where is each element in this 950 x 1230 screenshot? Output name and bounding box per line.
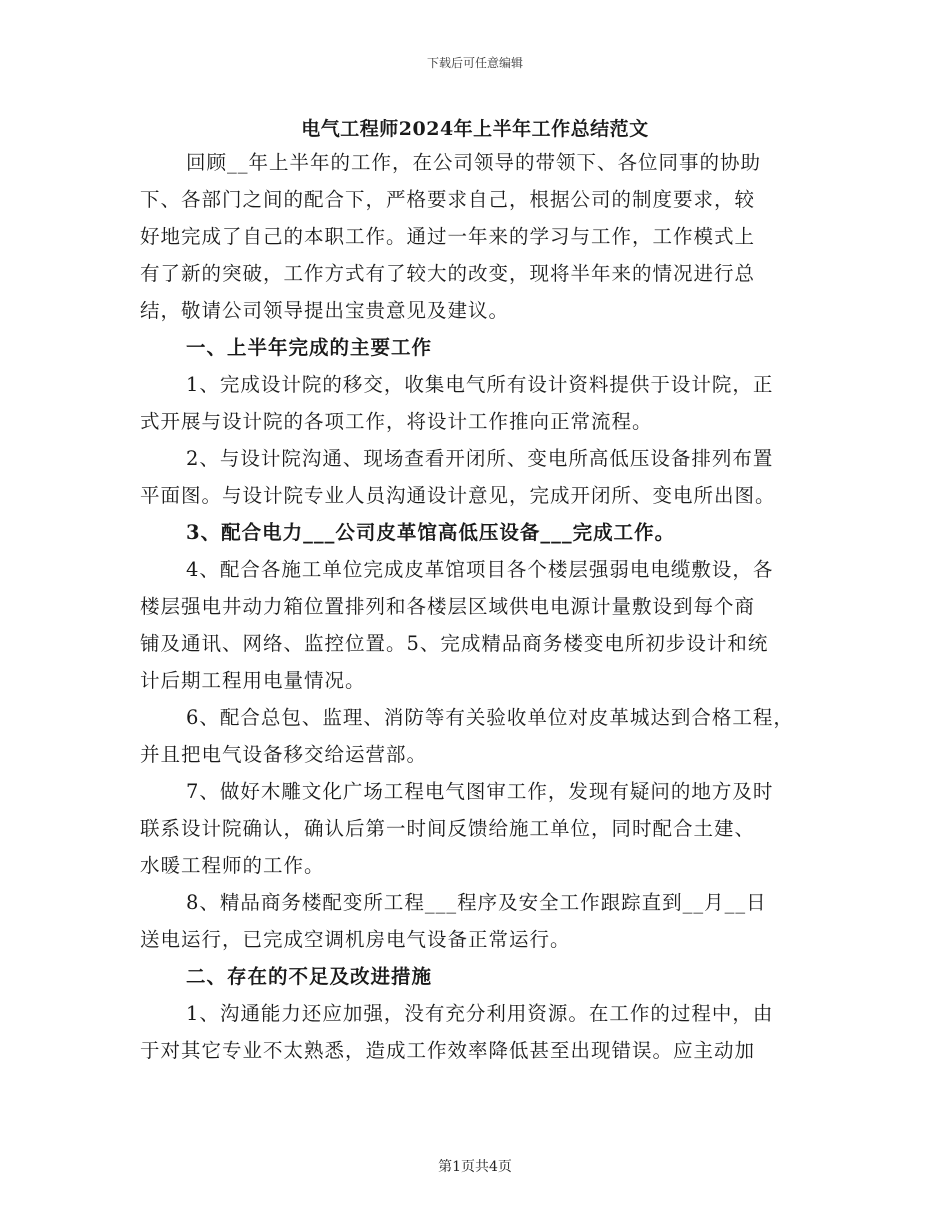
body-text-line: 结，敬请公司领导提出宝贵意见及建议。 [140, 299, 510, 322]
body-text-line: 好地完成了自己的本职工作。通过一年来的学习与工作，工作模式上 [140, 225, 756, 248]
document-body [140, 144, 820, 1069]
body-text-line: 有了新的突破，工作方式有了较大的改变，现将半年来的情况进行总 [140, 262, 756, 285]
body-text-line: 7、做好木雕文化广场工程电气图审工作，发现有疑问的地方及时 [186, 780, 774, 803]
body-text-line: 6、配合总包、监理、消防等有关验收单位对皮革城达到合格工程， [186, 706, 794, 729]
body-text-line: 下、各部门之间的配合下，严格要求自己，根据公司的制度要求，较 [140, 188, 756, 211]
body-text-line: 4、配合各施工单位完成皮革馆项目各个楼层强弱电电缆敷设，各 [186, 558, 774, 581]
section-heading-line: 二、存在的不足及改进措施 [186, 965, 433, 988]
body-text-line: 1、完成设计院的移交，收集电气所有设计资料提供于设计院，正 [186, 373, 774, 396]
body-text-line: 送电运行，已完成空调机房电气设备正常运行。 [140, 928, 571, 951]
body-text-line: 并且把电气设备移交给运营部。 [140, 743, 428, 766]
body-text-line: 2、与设计院沟通、现场查看开闭所、变电所高低压设备排列布置 [186, 447, 774, 470]
body-text-line: 联系设计院确认，确认后第一时间反馈给施工单位，同时配合土建、 [140, 817, 756, 840]
header-note: 下载后可任意编辑 [426, 56, 523, 70]
body-text-line: 铺及通讯、网络、监控位置。5、完成精品商务楼变电所初步设计和统 [140, 632, 769, 655]
body-text-line: 1、沟通能力还应加强，没有充分利用资源。在工作的过程中，由 [186, 1002, 774, 1025]
page-footer: 第1页共4页 [438, 1159, 512, 1175]
body-text-line: 楼层强电井动力箱位置排列和各楼层区域供电电源计量敷设到每个商 [140, 595, 756, 618]
body-text-line: 回顾__年上半年的工作，在公司领导的带领下、各位同事的协助 [186, 151, 762, 174]
body-text-line: 平面图。与设计院专业人员沟通设计意见，完成开闭所、变电所出图。 [140, 484, 776, 507]
body-text-line: 计后期工程用电量情况。 [140, 669, 366, 692]
body-text-line: 于对其它专业不太熟悉，造成工作效率降低甚至出现错误。应主动加 [140, 1039, 756, 1062]
body-text-line: 水暖工程师的工作。 [140, 854, 325, 877]
document-title: 电气工程师2024年上半年工作总结范文 [301, 118, 649, 140]
body-text-line: 8、精品商务楼配变所工程___程序及安全工作跟踪直到__月__日 [186, 891, 767, 914]
section-heading-line: 一、上半年完成的主要工作 [186, 336, 433, 359]
section-heading-line: 3、配合电力___公司皮革馆高低压设备___完成工作。 [186, 521, 676, 544]
body-text-line: 式开展与设计院的各项工作，将设计工作推向正常流程。 [140, 410, 653, 433]
